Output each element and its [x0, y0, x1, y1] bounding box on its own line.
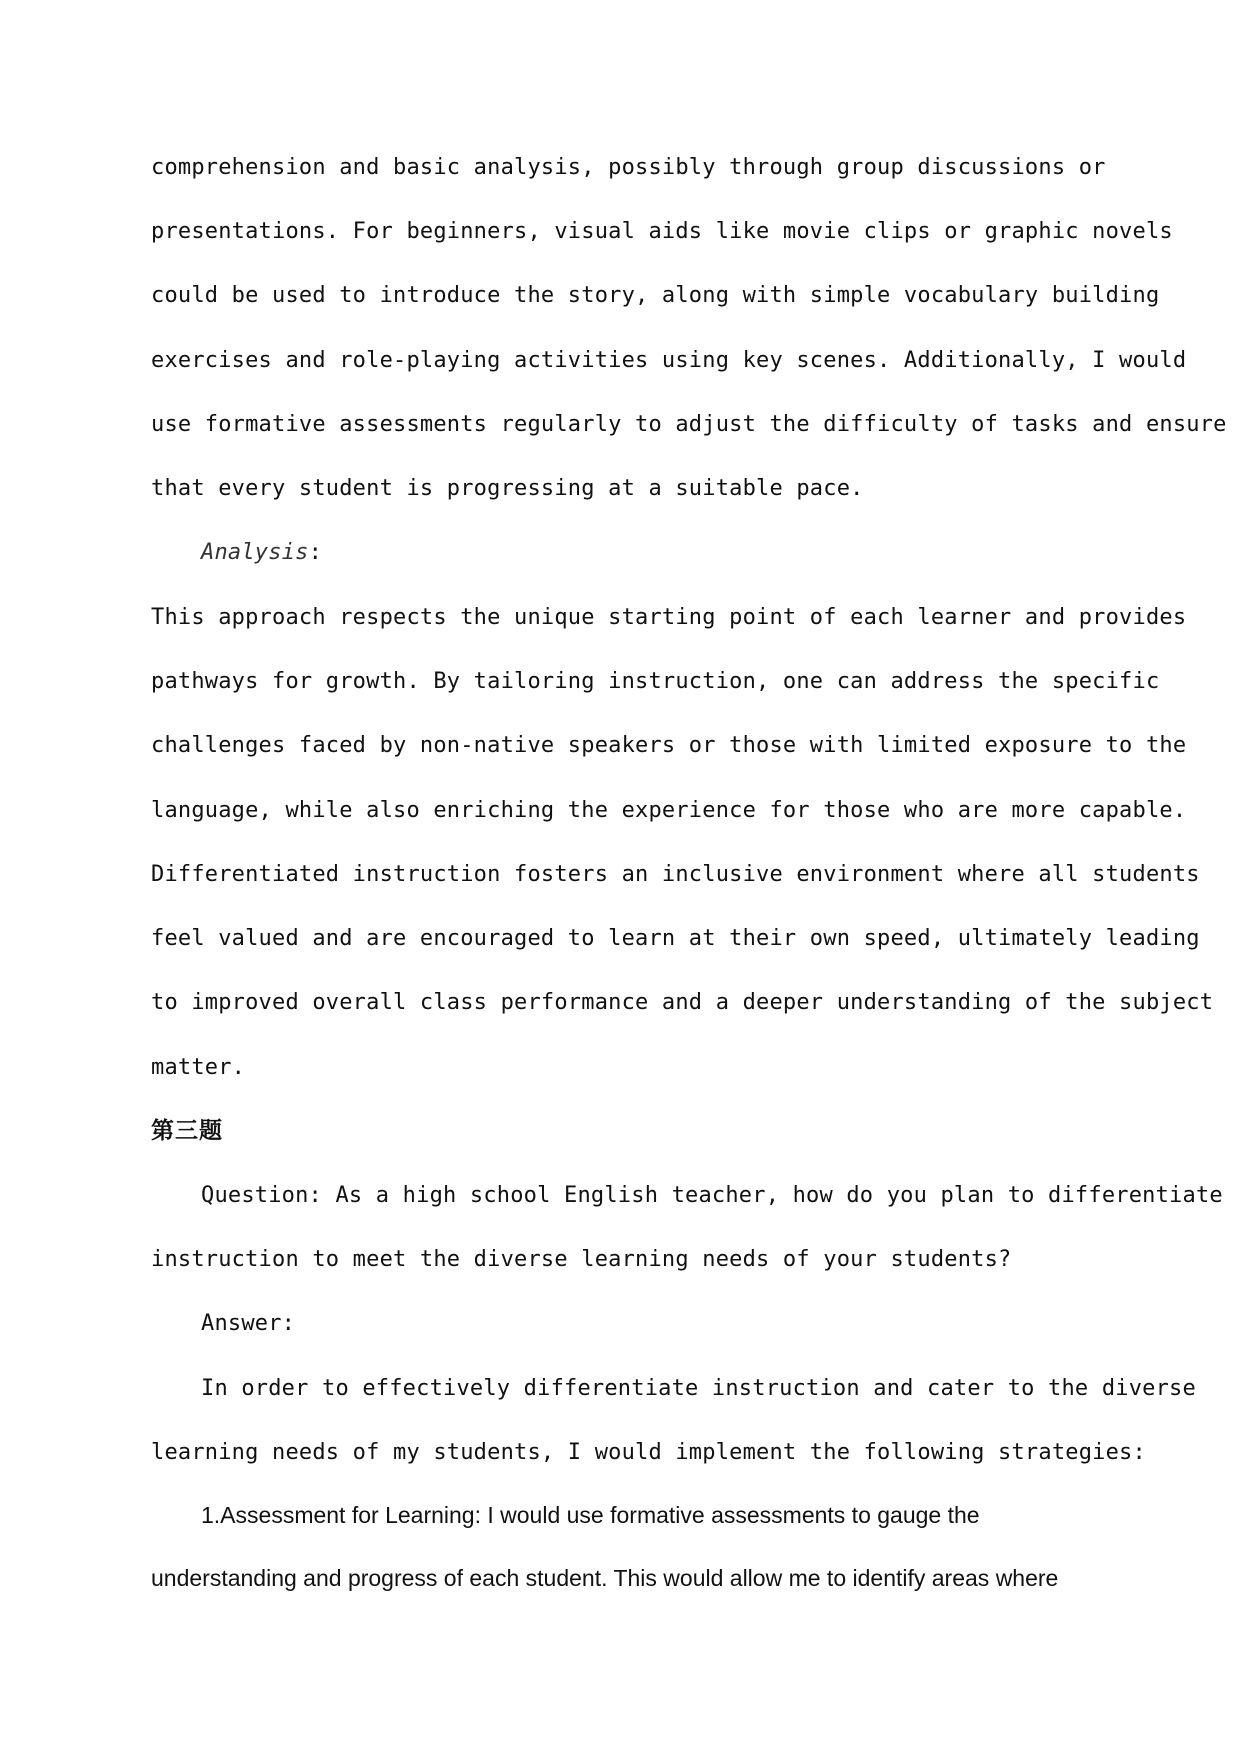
paragraph-line: feel valued and are encouraged to learn at their own speed, ultimately leading — [151, 926, 1200, 951]
analysis-label-line — [201, 538, 1091, 568]
answer-line: learning needs of my students, I would implement the following strategies: — [151, 1440, 1146, 1465]
strategy-line: 1.Assessment for Learning: I would use formative assessments to gauge the — [201, 1502, 980, 1528]
section-heading: 第三题 — [151, 1118, 223, 1144]
paragraph-line: Differentiated instruction fosters an inclusive environment where all students — [151, 862, 1200, 887]
paragraph-line: pathways for growth. By tailoring instruction, one can address the specific — [151, 669, 1160, 694]
paragraph-line: that every student is progressing at a suitable pace. — [151, 476, 864, 501]
question-line: instruction to meet the diverse learning needs of your students? — [151, 1247, 1012, 1272]
question-line: Question: As a high school English teacher, how do you plan to differentiate — [201, 1183, 1223, 1208]
paragraph-line: use formative assessments regularly to adjust the difficulty of tasks and ensure — [151, 412, 1227, 437]
answer-line: In order to effectively differentiate instruction and cater to the diverse — [201, 1376, 1196, 1401]
paragraph-line: challenges faced by non-native speakers or those with limited exposure to the — [151, 733, 1187, 758]
strategy-line: understanding and progress of each student. This would allow me to identify areas where — [151, 1565, 1059, 1591]
paragraph-line: matter. — [151, 1055, 246, 1080]
paragraph-line: comprehension and basic analysis, possibly through group discussions or — [151, 155, 1106, 180]
paragraph-line: presentations. For beginners, visual aids like movie clips or graphic novels — [151, 219, 1173, 244]
paragraph-line: to improved overall class performance and a deeper understanding of the subject — [151, 990, 1214, 1015]
answer-label: Answer: — [201, 1311, 296, 1336]
paragraph-line: This approach respects the unique starting point of each learner and provides — [151, 605, 1187, 630]
paragraph-line: language, while also enriching the experience for those who are more capable. — [151, 798, 1187, 823]
paragraph-line: could be used to introduce the story, along with simple vocabulary building — [151, 283, 1160, 308]
analysis-colon: : — [308, 540, 323, 565]
paragraph-line: exercises and role-playing activities using key scenes. Additionally, I would — [151, 348, 1187, 373]
analysis-label: Analysis — [201, 540, 309, 565]
